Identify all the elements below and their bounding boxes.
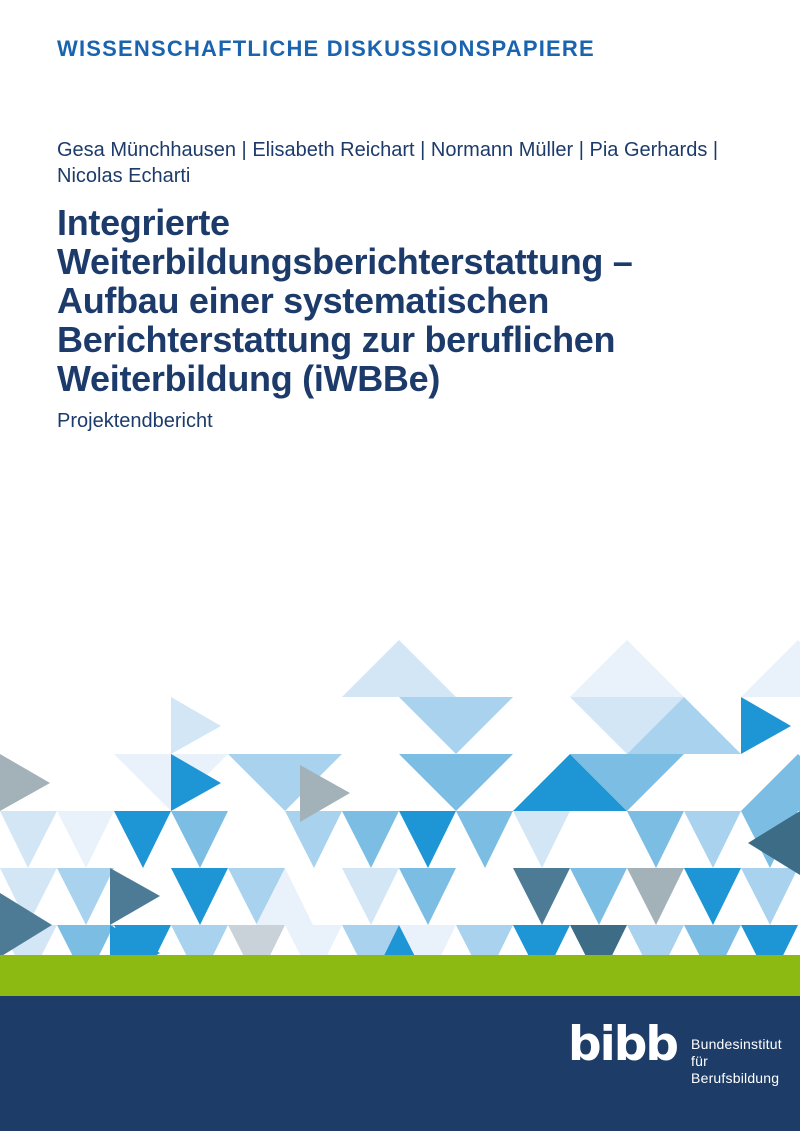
mosaic-triangle [741,754,800,811]
mosaic-triangle [171,868,228,925]
mosaic-triangle [741,640,800,697]
org-name [691,1036,800,1087]
mosaic-triangle [0,754,50,811]
mosaic-triangle [684,868,741,925]
mosaic-triangle [570,868,627,925]
mosaic-triangle [570,640,684,697]
org-name-line-1: Bundesinstitut für [691,1036,782,1069]
title-line-3: Aufbau einer systematischen [57,280,550,321]
mosaic-triangle [285,925,342,955]
mosaic-triangle [684,925,741,955]
mosaic-triangle [342,811,399,868]
bibb-wordmark: bibb [568,1017,678,1072]
authors-block [57,137,718,189]
mosaic-triangle [342,868,399,925]
bibb-logo [568,1017,800,1087]
mosaic-triangle [114,811,171,868]
title-line-5: Weiterbildung (iWBBe) [57,358,441,399]
authors-line-1: Gesa Münchhausen | Elisabeth Reichart | Normann Müller | Pia Gerhards | [57,139,719,161]
mosaic-triangle [342,640,456,697]
footer [0,996,800,1131]
mosaic-triangle [456,925,513,955]
mosaic-triangle [57,811,114,868]
mosaic-triangle [741,868,798,925]
mosaic-triangle [57,925,114,955]
mosaic-triangle [399,697,513,754]
mosaic-triangle [171,697,221,754]
mosaic-triangle [513,925,570,955]
mosaic-triangle [110,868,160,925]
mosaic-triangle [513,868,570,925]
org-name-line-2: Berufsbildung [691,1070,780,1086]
mosaic-triangle [627,925,684,955]
authors-line-2: Nicolas Echarti [57,165,191,187]
paper-title [57,203,633,398]
green-bar [0,955,800,996]
mosaic-triangle [228,925,285,955]
mosaic-triangle [741,697,791,754]
mosaic-triangle [399,868,456,925]
mosaic-triangle [684,811,741,868]
mosaic-triangle [570,925,627,955]
mosaic-triangle [285,811,342,868]
mosaic-triangle [57,868,114,925]
mosaic-triangle [0,811,57,868]
triangle-mosaic [0,640,800,955]
mosaic-triangle [741,925,798,955]
mosaic-triangle [171,811,228,868]
title-line-4: Berichterstattung zur beruflichen [57,319,616,360]
mosaic-triangle [456,811,513,868]
series-header-label: WISSENSCHAFTLICHE DISKUSSIONSPAPIERE [57,36,595,61]
mosaic-triangle [399,811,456,868]
title-line-2: Weiterbildungsberichterstattung – [57,241,633,282]
mosaic-triangle [513,811,570,868]
mosaic-triangle [399,754,513,811]
title-line-1: Integrierte [57,202,230,243]
mosaic-triangle [171,925,228,955]
subtitle: Projektendbericht [57,410,213,432]
mosaic-triangle [627,811,684,868]
mosaic-triangle [627,868,684,925]
